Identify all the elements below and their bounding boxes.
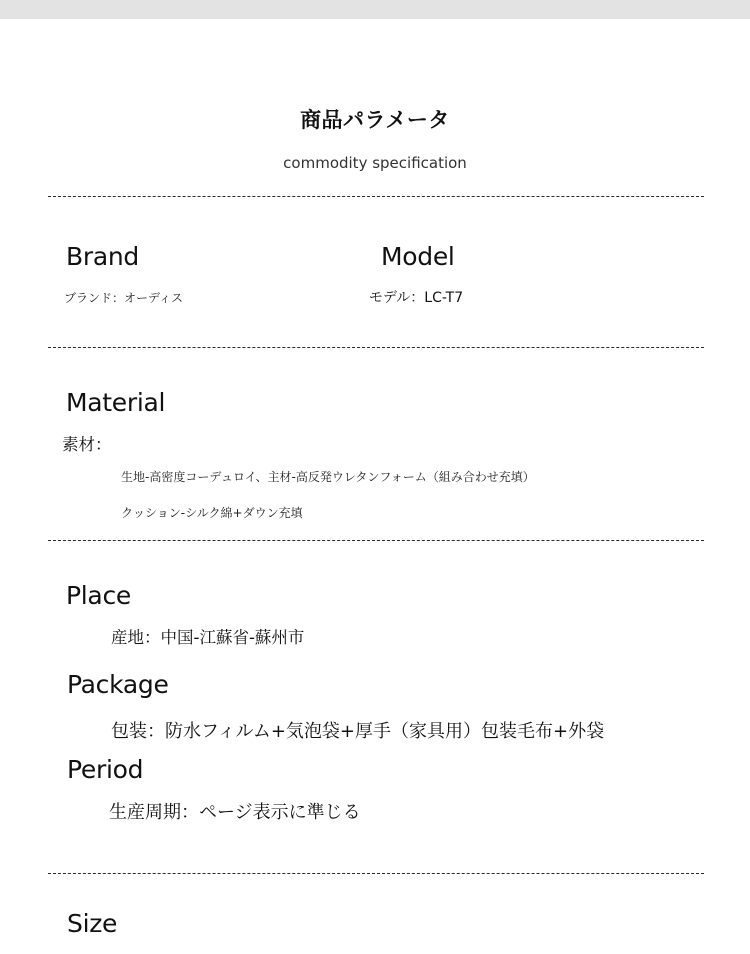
brand-value: ブランド：オーディス <box>64 291 184 305</box>
period-value: 生産周期：ページ表示に準じる <box>109 802 361 823</box>
divider <box>48 540 704 541</box>
model-heading: Model <box>381 242 455 271</box>
top-bar <box>0 0 750 19</box>
place-value: 産地：中国-江蘇省-蘇州市 <box>111 628 305 647</box>
page-subtitle: commodity specification <box>283 154 467 172</box>
material-label: 素材： <box>62 435 112 454</box>
period-heading: Period <box>67 755 144 784</box>
package-heading: Package <box>67 670 169 699</box>
material-line: クッション-シルク綿+ダウン充填 <box>121 506 303 520</box>
size-heading: Size <box>67 909 118 938</box>
brand-heading: Brand <box>66 242 139 271</box>
place-heading: Place <box>66 581 131 610</box>
divider <box>48 196 704 197</box>
divider <box>48 873 704 874</box>
divider <box>48 347 704 348</box>
model-value: モデル：LC-T7 <box>369 290 464 306</box>
page-title: 商品パラメータ <box>300 108 450 132</box>
material-line: 生地-高密度コーデュロイ、主材-高反発ウレタンフォーム（組み合わせ充填） <box>121 470 535 484</box>
package-value: 包装：防水フィルム+気泡袋+厚手（家具用）包装毛布+外袋 <box>111 721 605 742</box>
material-heading: Material <box>66 388 166 417</box>
